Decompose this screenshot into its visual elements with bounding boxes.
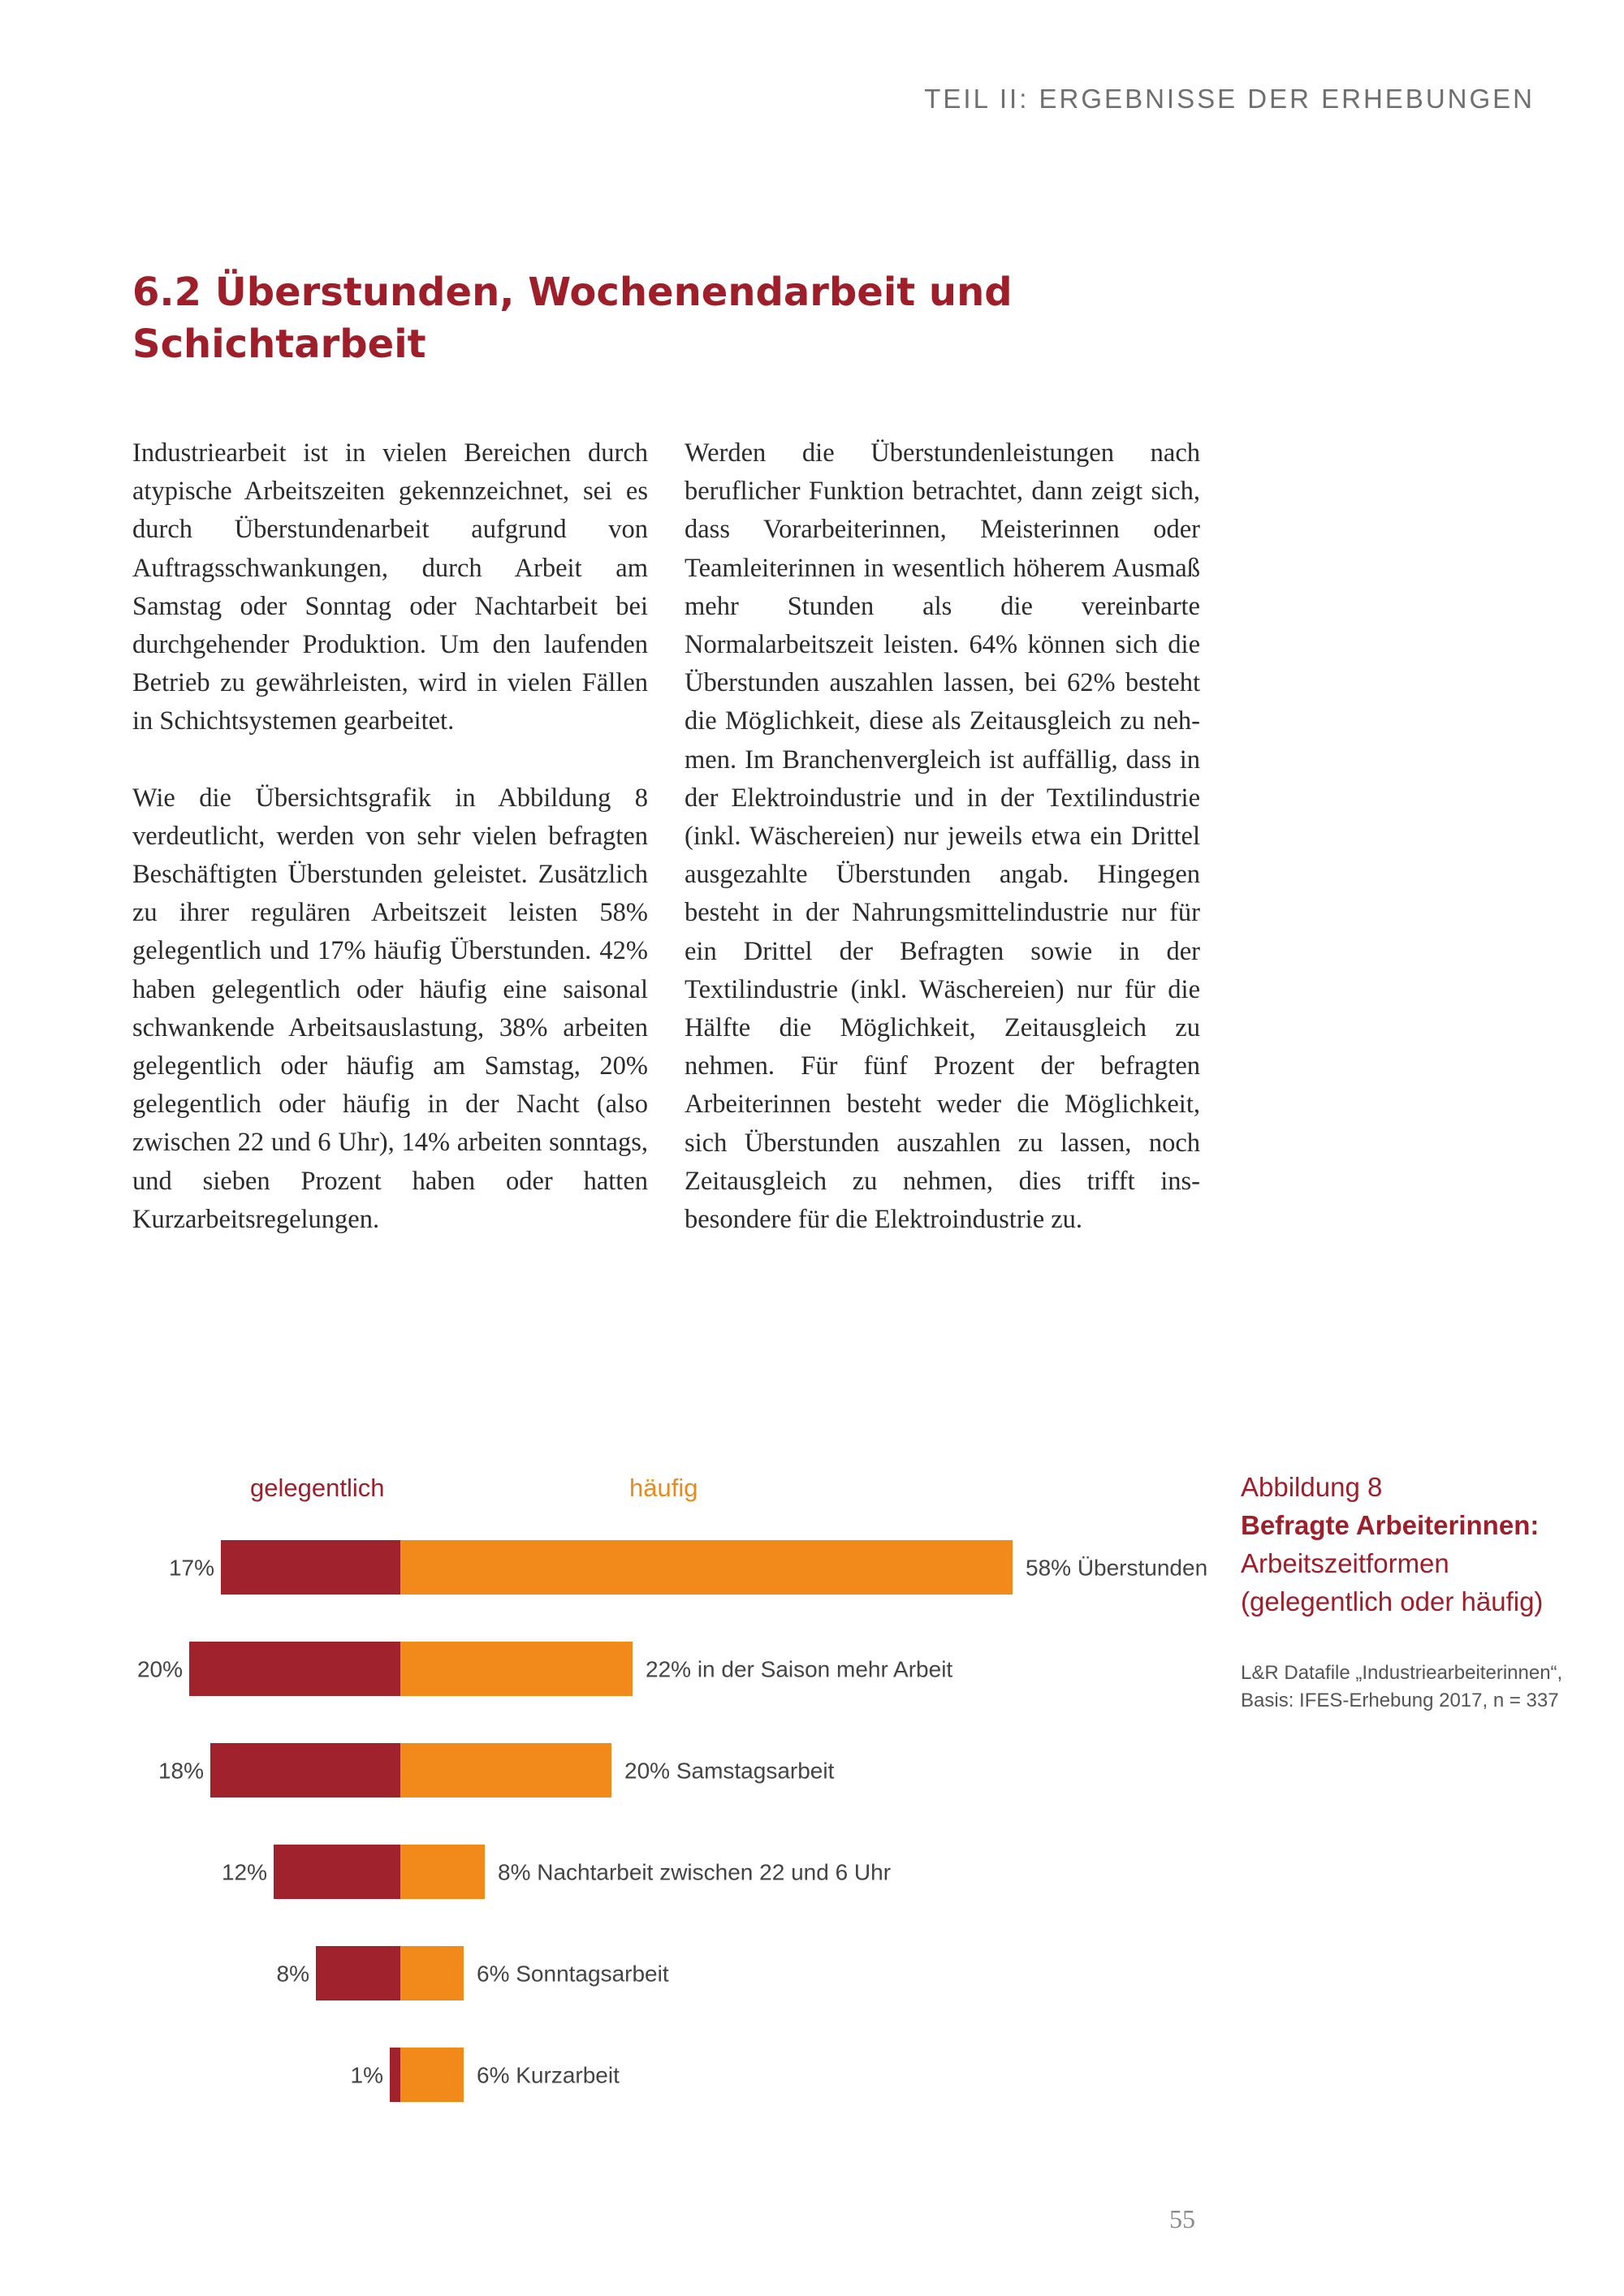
section-title: 6.2 Überstunden, Wochenendarbeit und Schichtarbeit (132, 270, 1013, 367)
bar-haeufig (400, 1743, 611, 1798)
figure-title: Befragte Arbeiterinnen: (1241, 1510, 1540, 1540)
paragraph: Werden die Überstundenleistungen nach beruflicher Funktion betrachtet, dann zeigt sich, dass Vorarbeiterinnen, Meisterinnen oder Teamleiterinnen in wesentlich höherem Ausmaß mehr Stunden als die vereinbarte Normalarbeitszeit leisten. 64% können sich die Überstunden auszahlen lassen, bei 62% besteht die Möglichkeit, diese als Zeitausgleich zu nehmen. Im Branchenvergleich ist auffällig, dass in der Elektroindustrie und in der Textilindustrie (inkl. Wäschereien) nur jeweils etwa ein Drittel ausgezahlte Überstunden angab. Hingegen besteht in der Nahrungsmittelindustrie nur für ein Drittel der Befragten sowie in der Textilindustrie (inkl. Wäschereien) nur für die Hälfte die Möglichkeit, Zeitausgleich zu nehmen. Für fünf Prozent der befragten Arbeiterinnen besteht weder die Möglichkeit, sich Überstunden auszahlen zu lassen, noch Zeitausgleich zu nehmen, dies trifft insbesondere für die Elektroindustrie zu. (685, 438, 1200, 1235)
bar-haeufig (400, 1946, 464, 2000)
legend-haeufig: häufig (629, 1474, 698, 1502)
value-label-gelegentlich: 18% (158, 1758, 204, 1784)
value-label-gelegentlich: 17% (168, 1555, 214, 1581)
figure-caption (1241, 1468, 1566, 1715)
figure-number: Abbildung 8 (1241, 1472, 1383, 1502)
category-label: 58% Überstunden (1026, 1555, 1208, 1581)
category-label: 22% in der Saison mehr Arbeit (646, 1656, 953, 1682)
page-number: 55 (1169, 2204, 1195, 2233)
category-label: 20% Samstagsarbeit (624, 1758, 835, 1784)
category-label: 6% Kurzarbeit (477, 2062, 620, 2088)
running-head: TEIL II: ERGEBNISSE DER ERHEBUNGEN (924, 84, 1535, 114)
category-label: 8% Nachtarbeit zwischen 22 und 6 Uhr (498, 1859, 892, 1885)
bar-haeufig (400, 1845, 485, 1899)
bar-haeufig (400, 1642, 633, 1696)
value-label-gelegentlich: 1% (350, 2062, 383, 2088)
bar-haeufig (400, 1540, 1013, 1595)
bar-haeufig (400, 2048, 464, 2102)
bar-gelegentlich (189, 1642, 400, 1696)
value-label-gelegentlich: 8% (276, 1961, 309, 1987)
value-label-gelegentlich: 20% (136, 1656, 183, 1682)
bar-gelegentlich (390, 2048, 400, 2102)
bar-gelegentlich (316, 1946, 400, 2000)
bar-gelegentlich (221, 1540, 400, 1595)
paragraph: Wie die Übersichtsgrafik in Abbildung 8 verdeutlicht, werden von sehr vielen befragten Beschäftigten Überstunden geleistet. Zusätzlich zu ihrer regulären Arbeitszeit leisten 58% gelegentlich und 17% häufig Überstunden. 42% haben gelegentlich oder häufig eine saisonal schwankende Arbeitsauslastung, 38% arbeiten gelegentlich oder häufig am Samstag, 20% gelegentlich oder häufig in der Nacht (also zwischen 22 und 6 Uhr), 14% arbeiten sonntags, und sieben Prozent haben oder hatten Kurzarbeitsregelungen. (132, 783, 648, 1234)
figure-source: L&R Datafile „Industriearbeiterinnen“, Basis: IFES-Erhebung 2017, n = 337 (1241, 1662, 1563, 1711)
category-label: 6% Sonntagsarbeit (477, 1961, 669, 1987)
paragraph: Industriearbeit ist in vielen Bereichen durch atypische Arbeitszeiten gekennzeichnet, sei es durch Überstundenarbeit aufgrund von Auftragsschwankungen, durch Arbeit am Samstag oder Sonntag oder Nachtarbeit bei durchgehender Produktion. Um den laufenden Betrieb zu gewährleisten, wird in vielen Fällen in Schichtsystemen gearbeitet. (132, 438, 648, 736)
figure-subtitle: Arbeitszeitformen (gelegentlich oder häufig) (1241, 1548, 1544, 1616)
bar-gelegentlich (210, 1743, 400, 1798)
value-label-gelegentlich: 12% (221, 1859, 267, 1885)
bar-gelegentlich (274, 1845, 400, 1899)
legend-gelegentlich: gelegentlich (250, 1474, 385, 1502)
